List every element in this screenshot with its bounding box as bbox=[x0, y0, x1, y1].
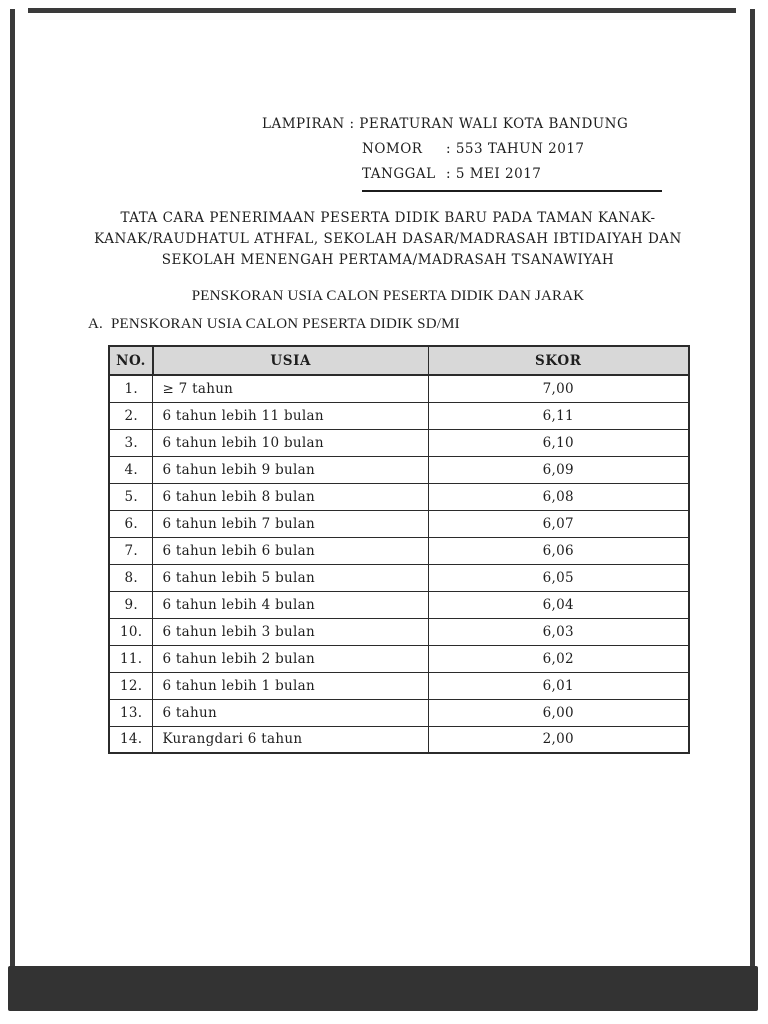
tanggal-value: : 5 MEI 2017 bbox=[446, 166, 542, 182]
column-header-no: NO. bbox=[109, 346, 153, 375]
cell-usia: 6 tahun lebih 2 bulan bbox=[153, 645, 428, 672]
tanggal-label: TANGGAL bbox=[362, 166, 436, 182]
scan-edge-top bbox=[28, 8, 736, 13]
cell-no: 6. bbox=[109, 510, 153, 537]
subsection-text: PENSKORAN USIA CALON PESERTA DIDIK SD/MI bbox=[110, 316, 460, 332]
cell-skor: 6,02 bbox=[428, 645, 689, 672]
attachment-header bbox=[262, 112, 628, 187]
cell-usia: 6 tahun lebih 4 bulan bbox=[153, 591, 428, 618]
scan-edge-bottom bbox=[8, 966, 758, 1011]
cell-usia: 6 tahun lebih 7 bulan bbox=[153, 510, 428, 537]
cell-usia: 6 tahun lebih 11 bulan bbox=[153, 402, 428, 429]
cell-no: 3. bbox=[109, 429, 153, 456]
score-table bbox=[108, 345, 690, 754]
cell-skor: 6,09 bbox=[428, 456, 689, 483]
header-underline bbox=[362, 190, 662, 192]
cell-skor: 6,10 bbox=[428, 429, 689, 456]
table-header-row bbox=[109, 346, 689, 375]
table-row bbox=[109, 618, 689, 645]
cell-usia: 6 tahun lebih 5 bulan bbox=[153, 564, 428, 591]
table-row bbox=[109, 510, 689, 537]
cell-skor: 6,08 bbox=[428, 483, 689, 510]
subsection-prefix: A. bbox=[88, 316, 103, 332]
cell-no: 13. bbox=[109, 699, 153, 726]
cell-no: 2. bbox=[109, 402, 153, 429]
cell-usia: 6 tahun bbox=[153, 699, 428, 726]
cell-no: 7. bbox=[109, 537, 153, 564]
table-row bbox=[109, 564, 689, 591]
lampiran-line: LAMPIRAN : PERATURAN WALI KOTA BANDUNG bbox=[262, 116, 629, 132]
cell-skor: 6,03 bbox=[428, 618, 689, 645]
tanggal-line bbox=[362, 162, 628, 187]
table-row bbox=[109, 456, 689, 483]
table-row bbox=[109, 726, 689, 753]
cell-no: 11. bbox=[109, 645, 153, 672]
scan-edge-right bbox=[750, 9, 755, 967]
cell-no: 12. bbox=[109, 672, 153, 699]
cell-usia: ≥ 7 tahun bbox=[153, 375, 428, 402]
cell-usia: 6 tahun lebih 8 bulan bbox=[153, 483, 428, 510]
cell-usia: 6 tahun lebih 6 bulan bbox=[153, 537, 428, 564]
nomor-value: : 553 TAHUN 2017 bbox=[446, 141, 585, 157]
nomor-line bbox=[362, 137, 628, 162]
table-row bbox=[109, 429, 689, 456]
cell-usia: 6 tahun lebih 1 bulan bbox=[153, 672, 428, 699]
subject-line-3: SEKOLAH MENENGAH PERTAMA/MADRASAH TSANAWIYAH bbox=[161, 252, 615, 268]
cell-skor: 7,00 bbox=[428, 375, 689, 402]
column-header-usia: USIA bbox=[153, 346, 428, 375]
cell-usia: Kurangdari 6 tahun bbox=[153, 726, 428, 753]
cell-skor: 6,11 bbox=[428, 402, 689, 429]
table-row bbox=[109, 537, 689, 564]
table-row bbox=[109, 402, 689, 429]
table-row bbox=[109, 699, 689, 726]
cell-skor: 6,07 bbox=[428, 510, 689, 537]
cell-no: 9. bbox=[109, 591, 153, 618]
nomor-label: NOMOR bbox=[362, 141, 423, 157]
cell-skor: 2,00 bbox=[428, 726, 689, 753]
section-title: PENSKORAN USIA CALON PESERTA DIDIK DAN JARAK bbox=[191, 288, 585, 304]
cell-skor: 6,06 bbox=[428, 537, 689, 564]
cell-skor: 6,00 bbox=[428, 699, 689, 726]
table-row bbox=[109, 672, 689, 699]
cell-no: 10. bbox=[109, 618, 153, 645]
cell-skor: 6,05 bbox=[428, 564, 689, 591]
cell-no: 5. bbox=[109, 483, 153, 510]
cell-usia: 6 tahun lebih 9 bulan bbox=[153, 456, 428, 483]
column-header-skor: SKOR bbox=[428, 346, 689, 375]
cell-no: 4. bbox=[109, 456, 153, 483]
cell-no: 8. bbox=[109, 564, 153, 591]
table-row bbox=[109, 645, 689, 672]
subsection-title bbox=[88, 316, 460, 333]
subject-paragraph bbox=[80, 208, 696, 271]
cell-no: 14. bbox=[109, 726, 153, 753]
cell-usia: 6 tahun lebih 10 bulan bbox=[153, 429, 428, 456]
score-table-body bbox=[109, 375, 689, 753]
subject-line-2: KANAK/RAUDHATUL ATHFAL, SEKOLAH DASAR/MADRASAH IBTIDAIYAH DAN bbox=[94, 231, 682, 247]
table-row bbox=[109, 591, 689, 618]
subject-line-1: TATA CARA PENERIMAAN PESERTA DIDIK BARU PADA TAMAN KANAK- bbox=[120, 210, 656, 226]
cell-no: 1. bbox=[109, 375, 153, 402]
scan-edge-left bbox=[10, 9, 15, 1010]
table-row bbox=[109, 483, 689, 510]
table-row bbox=[109, 375, 689, 402]
cell-skor: 6,04 bbox=[428, 591, 689, 618]
cell-usia: 6 tahun lebih 3 bulan bbox=[153, 618, 428, 645]
cell-skor: 6,01 bbox=[428, 672, 689, 699]
